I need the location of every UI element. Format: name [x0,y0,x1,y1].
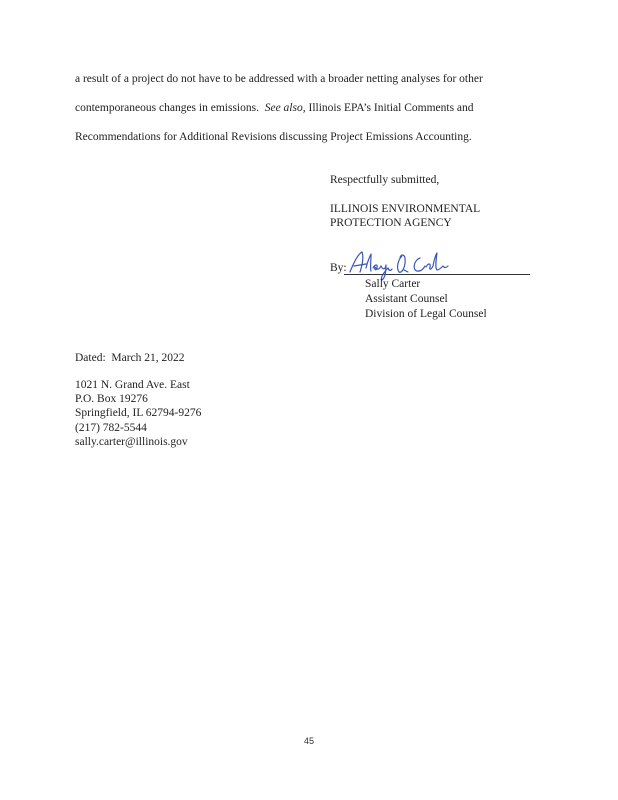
address-street: 1021 N. Grand Ave. East [75,379,190,391]
address-po-box: P.O. Box 19276 [75,393,148,406]
agency-name-line-1: ILLINOIS ENVIRONMENTAL [330,203,481,215]
dated-value: March 21, 2022 [111,352,185,364]
body-text-line-1: a result of a project do not have to be addressed with a broader netting analyses for other [75,73,483,85]
body-text-line-3: Recommendations for Additional Revisions discussing Project Emissions Accounting. [75,131,472,143]
address-block [75,378,201,449]
signatory-division: Division of Legal Counsel [365,308,487,320]
signature-row [330,248,530,276]
by-label: By: [330,262,347,274]
dated-line [75,351,185,366]
body-text-line-2-start: contemporaneous changes in emissions. [75,102,259,114]
address-email: sally.carter@illinois.gov [75,435,188,448]
signatory-title: Assistant Counsel [365,293,448,305]
page-number: 45 [303,736,314,746]
signatory-name: Sally Carter [365,278,421,290]
agency-name-line-2: PROTECTION AGENCY [330,217,452,229]
signatory-block [365,277,487,322]
closing-block [330,173,439,188]
address-city: Springfield, IL 62794-9276 [75,407,202,420]
body-text-line-2 [75,101,474,115]
address-phone: (217) 782-5544 [75,421,147,434]
body-text-line-2-end: , Illinois EPA’s Initial Comments and [302,102,474,114]
respectfully-submitted: Respectfully submitted, [330,174,440,186]
agency-name-block [330,202,480,230]
dated-label: Dated: [75,352,106,364]
see-also-citation: See also [264,102,303,114]
